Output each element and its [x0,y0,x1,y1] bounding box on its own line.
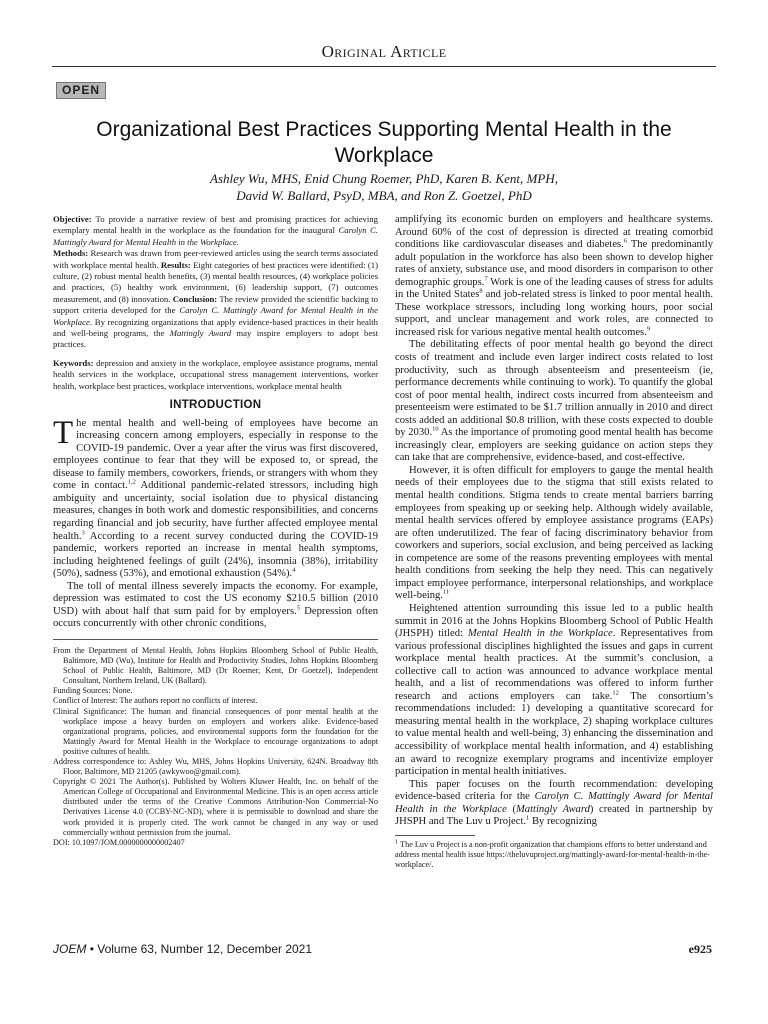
footer-bullet: • [89,942,94,956]
text: Work is one of the leading causes of stress for adults in the United States [395,276,713,301]
doi[interactable]: DOI: 10.1097/JOM.0000000000002407 [53,837,185,847]
footnote-marker: 1 [395,838,399,846]
text: Heightened attention surrounding this issue led to a public health summit in 2016 at the Johns Hopkins Bloomberg School of Public Health (JHSPH) titled: [395,602,713,640]
left-column [53,214,378,848]
body-paragraph-4 [395,339,713,464]
text: As the importance of promoting good mental health has become increasingly clear, employers are seeking guidance on action steps they can take that are comprehensive, evidence-based, and cost-effective. [395,427,713,464]
right-column [395,214,713,870]
citation: 6 [623,237,628,245]
text: and job-related stress is linked to poor mental health. These workplace stressors, including long working hours, poor social support, and unclear management and work roles, are connected to increased risk for various negative mental health outcomes. [395,289,713,338]
author-line-1: Ashley Wu, MHS, Enid Chung Roemer, PhD, Karen B. Kent, MPH, [210,171,558,186]
author-list [60,170,708,204]
footnote-ref: 1 [526,814,530,822]
introduction-heading: INTRODUCTION [169,399,262,412]
drop-cap: T [53,414,74,451]
text: The predominantly adult population in the workforce has also been shown to develop higher rates of anxiety, substance use, and mood disorders in comparison to other demographic groups. [395,239,714,288]
body-paragraph-5 [395,465,713,603]
citation: 12 [612,689,619,697]
conclusion-award: Carolyn C. Mattingly Award for Mental Health in the Workplace [53,305,378,327]
body-paragraph-7 [395,779,713,829]
text: amplifying its economic burden on employers and healthcare systems. Around 60% of the cost of depression is directed at treating comorbid conditions like cardiovascular diseases and diabetes. [395,214,713,251]
text: By recognizing [529,816,597,828]
conflict-of-interest: Conflict of Interest: The authors report no conflicts of interest. [53,696,258,706]
citation: 10 [432,425,439,433]
funding-sources: Funding Sources: None. [53,686,133,696]
conclusion-award-2: Mattingly Award [169,328,232,339]
intro-paragraph-1 [53,414,378,581]
conclusion-text-2: . By recognizing organizations that apply evidence-based practices in their health and well-being programs, the [53,316,378,339]
text: This paper focuses on the fourth recommendation: developing evidence-based criteria for the [395,778,713,803]
citation: 5 [296,604,300,612]
methods-text: Research was drawn from peer-reviewed articles using the search terms associated with workplace mental health. [53,248,378,270]
body-paragraph-6 [395,603,713,779]
citation: 3 [81,529,85,537]
citation: 11 [442,588,450,596]
objective-award: Carolyn C. Mattingly Award for Mental Health in the Workplace. [53,225,378,247]
issue-info: Volume 63, Number 12, December 2021 [97,942,313,956]
award-name: Carolyn C. Mattingly Award for Mental Health in the Workplace [395,791,714,815]
text: The consortium’s recommendations included: 1) developing a quantitative scorecard for measuring mental health in the workplace, 2) shaping workplace cultures to value mental health and well-being, 3) enhancing the dissemination and accessibility of workplace mental health information, and 4) establishing an award to recognize exemplary programs and incentivize employer participation in mental health initiatives. [395,690,713,778]
journal-name: JOEM [53,942,87,956]
text: ( [506,803,516,815]
footnote [395,840,713,870]
text: Depression often occurs concurrently with other chronic conditions, [53,605,379,630]
introduction-body [53,414,379,631]
keywords-text: depression and anxiety in the workplace, employee assistance programs, mental health services in the workplace, occupational stress management interventions, worker health, workplace best practices, workplace interventions, workplace mental health [53,357,378,391]
award-short-name: Mattingly Award [515,803,590,815]
text: According to a recent survey conducted during the COVID-19 pandemic, workers reported an increase in mental health symptoms, including heightened feelings of guilt (24%), insomnia (38%), irritability (50%), sadness (53%), and emotional exhaustion (54%). [53,530,378,580]
methods-label: Methods: [53,248,89,259]
affiliations: From the Department of Mental Health, Johns Hopkins Bloomberg School of Public Health, Baltimore, MD (Wu), Institute for Health and Productivity Studies, Johns Hopkins Bloomberg School of Public Health, Baltimore, MD (Dr Roemer, Kent, Dr Goetzel), Independent Consultant, Northern Ireland, UK (Ballard). [53,645,378,686]
journal-footer [53,942,312,956]
body-paragraph-3 [395,214,713,339]
citation: 8 [479,287,483,295]
page-number: e925 [688,942,712,956]
objective-label: Objective: [53,214,92,224]
text: The toll of mental illness severely impacts the economy. For example, depression was estimated to cost the US economy $210.5 billion (2010 USD) with about half that sum paid for by employers. [53,580,378,617]
text: . Representatives from various professional disciplines highlighted the issues and gaps in current workplace mental health practices. At the summit’s conclusion, a collective call to action was announced to advance workplace mental health, and a list of recommendations was offered to inform further research and actions employers can take. [395,628,714,702]
summit-title: Mental Health in the Workplace [467,628,613,640]
citation: 1,2 [127,478,136,486]
section-label: Original Article [321,42,447,61]
text: Additional pandemic-related stressors, including high ambiguity and uncertainty, social isolation due to physical distancing measures, changes in both work and domestic responsibilities, and concerns regarding financial and job security, have further affected employee mental health. [53,480,378,542]
author-line-2: David W. Ballard, PsyD, MBA, and Ron Z. Goetzel, PhD [236,188,532,203]
front-matter-divider [53,639,378,640]
citation: 4 [292,566,296,574]
objective-text: To provide a narrative review of best and promising practices for achieving exemplary mental health in the workplace as the foundation for the inaugural [53,214,378,236]
correspondence-address: Address correspondence to: Ashley Wu, MHS, Johns Hopkins University, 624N. Broadway 8th Floor, Baltimore, MD 21205 (awkywoo@gmail.com). [53,756,378,777]
citation: 9 [646,325,651,333]
text: he mental health and well-being of employees have become an increasing concern among employers, especially in response to the COVID-19 pandemic. Over a year after the virus was first discovered, employees continue to fear that they will be exposed to, or spread, the disease to family members, coworkers, friends, or strangers with whom they come in contact. [53,417,378,492]
text: However, it is often difficult for employers to gauge the mental health needs of their employees due to the stigma that still exists related to mental health conditions. Stigma tends to create mental barriers barring employees from speaking up or seeking help. Although widely available, mental health services offered by employee assistance programs (EAPs) are often underutilized. The fear of facing discriminatory behavior from coworkers and superiors, social exclusion, and being perceived as lacking in competence are some of the reasons preventing employees with mental health conditions from seeking the help they need. This can negatively impact employee performance, interpersonal relationships, and workplace well-being. [395,464,713,602]
text: ) created in partnership by JHSPH and The Luv u Project. [395,803,713,828]
results-text: Eight categories of best practices were identified: (1) culture, (2) robust mental health benefits, (3) mental health resources, (4) workplace policies and practices, (5) healthy work environment, (6) leadership support, (7) outcomes measurement, and (8) innovation. [53,259,378,304]
keywords-label: Keywords: [53,357,94,368]
footnote-divider [395,835,475,836]
text: The debilitating effects of poor mental health go beyond the direct costs of treatment and include even larger indirect costs related to lost productivity, such as through absenteeism and presenteeism (ie, performance decrements while continuing to work). To quantify the global cost of poor mental health, indirect costs incurred from absenteeism and presenteeism were estimated to be $1.7 trillion annually in 2010 and direct costs added an additional $0.8 trillion, with these costs expected to double by 2030. [395,339,713,439]
header-rule [52,66,716,67]
citation: 7 [484,275,488,283]
article-title: Organizational Best Practices Supporting Mental Health in the Workplace [96,118,672,167]
copyright-notice: Copyright © 2021 The Author(s). Published by Wolters Kluwer Health, Inc. on behalf of the American College of Occupational and Environmental Medicine. This is an open access article distributed under the terms of the Creative Commons Attribution-Non Commercial-No Derivatives License 4.0 (CCBY-NC-ND), where it is permissible to download and share the work provided it is properly cited. The work cannot be changed in any way or used commercially without permission from the journal. [53,777,378,837]
conclusion-text: The review provided the scientific backing to support criteria developed for the [53,293,378,316]
open-access-badge: OPEN [56,82,106,99]
intro-paragraph-2 [53,581,378,631]
conclusion-text-3: may inspire employers to adopt best practices. [53,328,378,350]
conclusion-label: Conclusion: [172,293,218,304]
abstract [53,214,378,392]
results-label: Results: [160,259,191,270]
footnote-text: The Luv u Project is a non-profit organization that champions efforts to better understand and address mental health issue https://theluvuproject.org/mattingly-award-for-mental-health-in-the-workplace/. [395,839,711,869]
front-matter [53,646,378,848]
clinical-significance: Clinical Significance: The human and financial consequences of poor mental health at the workplace impose a heavy burden on employers and workers alike. Evidence-based organizational programs, policies, and environmental supports form the foundation for the Mattingly Award for Mental Health in the Workplace to encourage organizations to adopt positive cultures of health. [53,706,378,756]
